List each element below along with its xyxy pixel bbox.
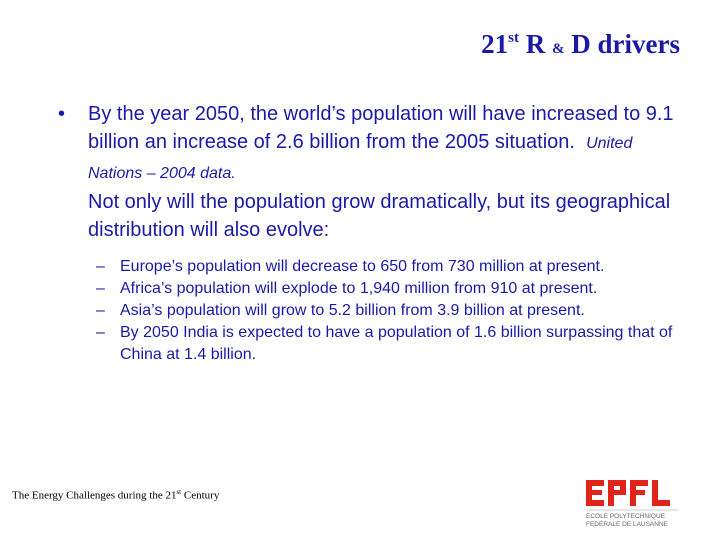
epfl-logo [586,478,690,530]
sub-bullet: – Africa’s population will explode to 1,940 million from 910 at present. [96,280,598,297]
logo-line-1: ECOLE POLYTECHNIQUE [586,513,665,520]
bullet-dot: • [58,103,66,125]
footer-text: The Energy Challenges during the 21st Century [12,488,220,502]
logo-line-2: FEDERALE DE LAUSANNE [586,521,668,528]
main-bullet [88,100,688,244]
sub-bullet-list [96,256,676,366]
sub-bullet: – By 2050 India is expected to have a population of 1.6 billion surpassing that of China at 1.4 billion. [96,324,673,363]
bullet-paragraph-1: By the year 2050, the world’s population will have increased to 9.1 billion an increase of 2.6 billion from the 2005 situation. United Nations – 2004 data. [88,103,674,182]
sub-bullet: – Europe’s population will decrease to 650 from 730 million at present. [96,258,605,275]
sub-bullet: – Asia’s population will grow to 5.2 billion from 3.9 billion at present. [96,302,585,319]
bullet-paragraph-2: Not only will the population grow dramatically, but its geographical distribution will also evolve: [88,191,671,241]
slide-title: 21st R & D drivers [481,29,680,59]
source-note: United Nations – 2004 data. [88,135,633,182]
